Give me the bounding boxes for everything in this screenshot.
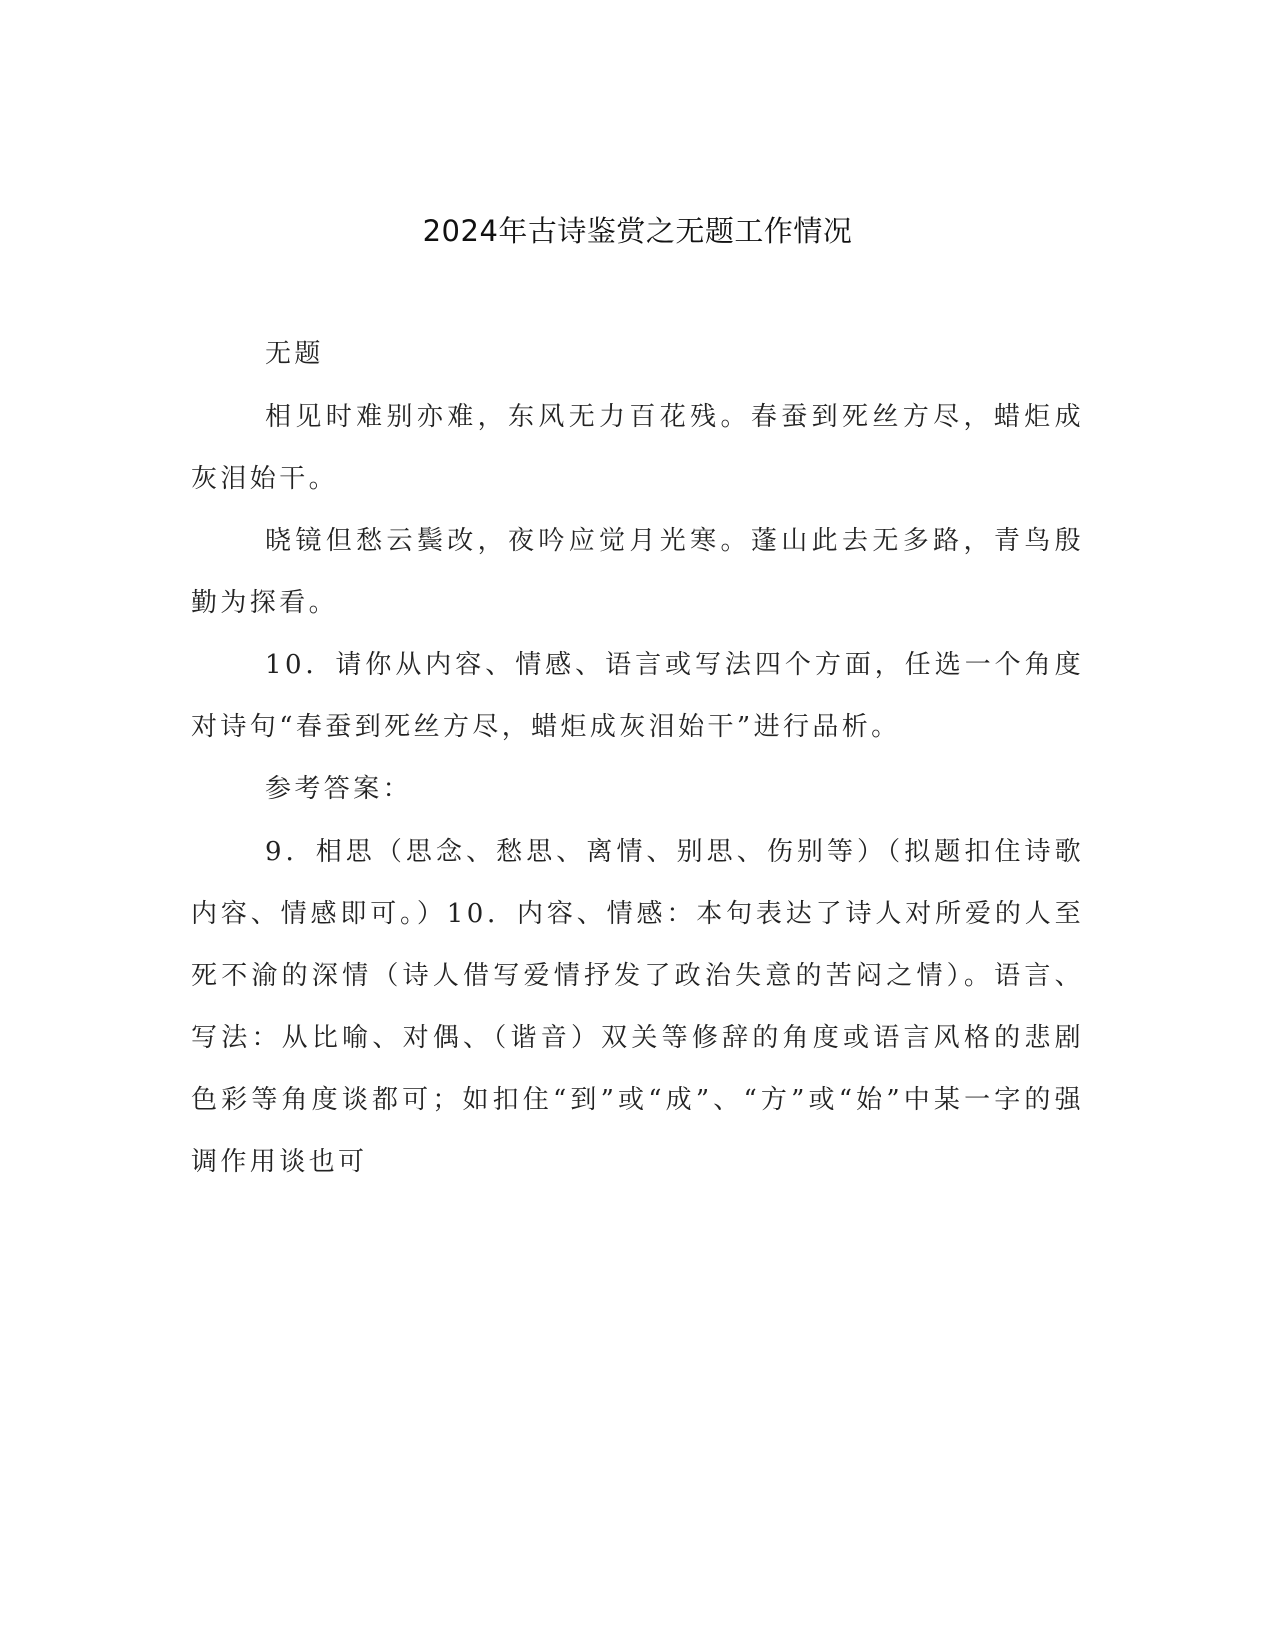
- poem-stanza-2: 晓镜但愁云鬓改，夜吟应觉月光寒。蓬山此去无多路，青鸟殷勤为探看。: [191, 526, 1084, 618]
- answer-body: 9．相思（思念、愁思、离情、别思、伤别等）（拟题扣住诗歌内容、情感即可。）10．内容、情感：本句表达了诗人对所爱的人至死不渝的深情（诗人借写爱情抒发了政治失意的苦闷之情）。语言、写法：从比喻、对偶、（谐音）双关等修辞的角度或语言风格的悲剧色彩等角度谈都可；如扣住“到”或“成”、“方”或“始”中某一字的强调作用谈也可: [191, 837, 1084, 1177]
- poem-title: 无题: [265, 339, 324, 369]
- question-10: 10．请你从内容、情感、语言或写法四个方面，任选一个角度对诗句“春蚕到死丝方尽，蜡炬成灰泪始干”进行品析。: [191, 650, 1084, 742]
- answer-heading: 参考答案：: [265, 774, 413, 804]
- page-title: 2024年古诗鉴赏之无题工作情况: [422, 214, 853, 248]
- poem-stanza-1: 相见时难别亦难，东风无力百花残。春蚕到死丝方尽，蜡炬成灰泪始干。: [191, 402, 1084, 494]
